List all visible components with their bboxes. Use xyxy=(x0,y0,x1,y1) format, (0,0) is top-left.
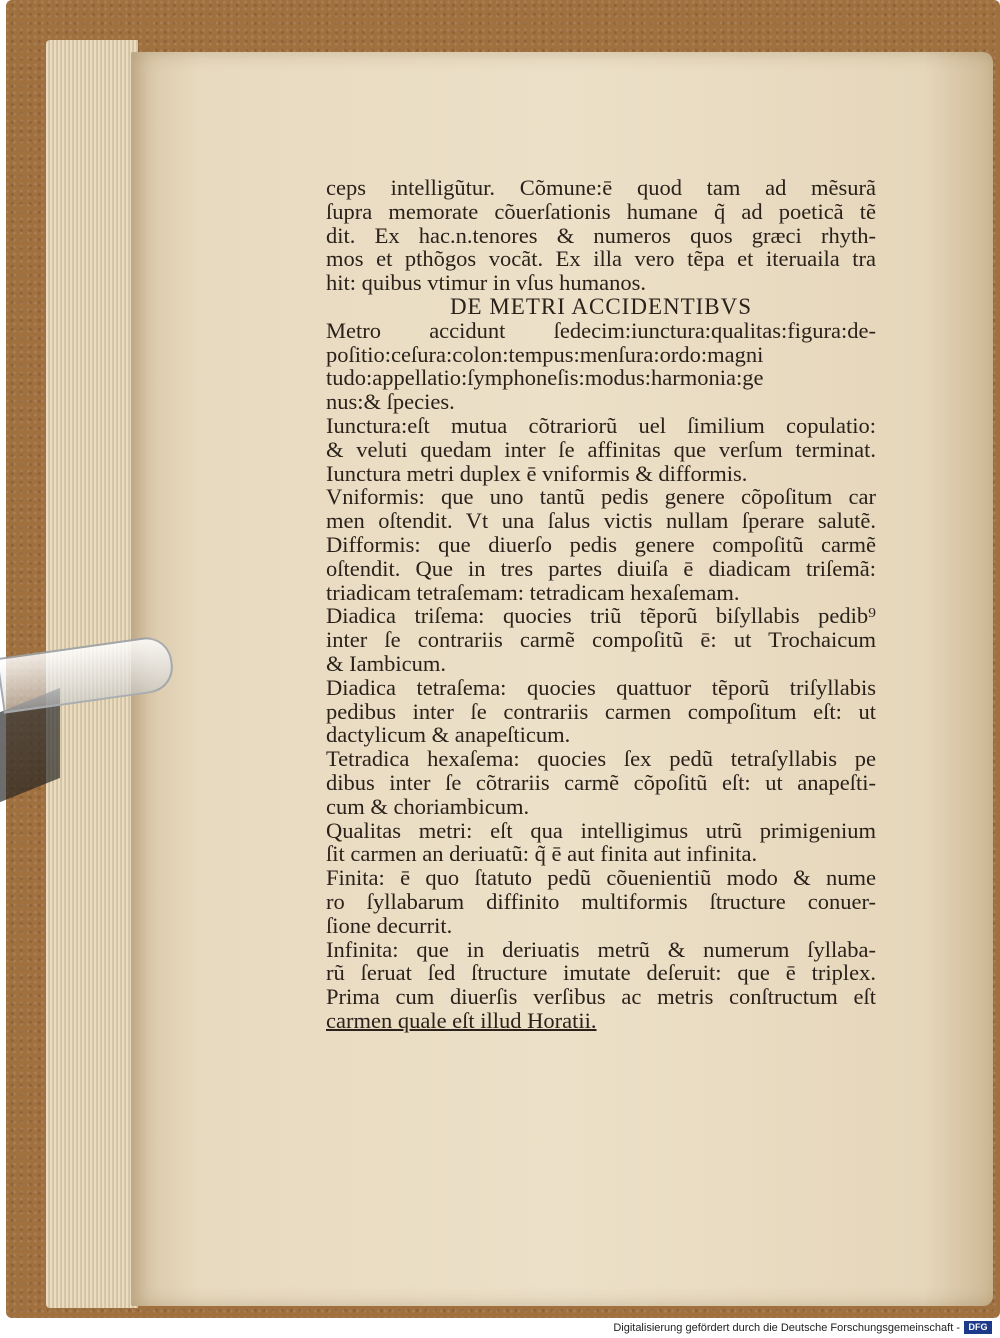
text-line: Iunctura:eſt mutua cõtrariorũ uel ſimilium copulatio: xyxy=(326,412,876,438)
text-line: Vniformis: que uno tantũ pedis genere cõpoſitum car xyxy=(326,484,876,510)
section-heading: DE METRI ACCIDENTIBVS xyxy=(449,293,753,319)
text-line: men oſtendit. Vt una ſalus victis nullam ſperare salutẽ. xyxy=(326,508,876,534)
text-line: Iunctura metri duplex ē vniformis & difformis. xyxy=(326,460,748,486)
text-line: dibus inter ſe cõtrariis carmẽ cõpoſitũ eſt: ut anapeſti- xyxy=(326,769,876,795)
text-line: Qualitas metri: eſt qua intelligimus utrũ primigenium xyxy=(326,817,876,843)
text-line: rũ ſeruat ſed ſtructure imutate deſeruit: que ē triplex. xyxy=(326,960,876,986)
text-line: Diadica tetraſema: quocies quattuor tẽporũ triſyllabis xyxy=(326,674,876,700)
text-line: Finita: ē quo ſtatuto pedũ cõuenientiũ modo & nume xyxy=(326,865,876,891)
text-line: poſitio:ceſura:colon:tempus:menſura:ordo:magni xyxy=(326,341,764,367)
text-line: ſupra memorate cõuerſationis humane q̃ ad poeticã tẽ xyxy=(326,198,876,224)
text-line: pedibus inter ſe contrariis carmen compoſitum eſt: ut xyxy=(326,698,876,724)
text-line: carmen quale eſt illud Horatii. xyxy=(326,1007,597,1033)
text-line: cum & choriambicum. xyxy=(326,793,530,819)
text-line: ſit carmen an deriuatũ: q̃ ē aut finita aut infinita. xyxy=(326,841,758,867)
text-block xyxy=(326,176,876,1033)
text-line: Tetradica hexaſema: quocies ſex pedũ tetraſyllabis pe xyxy=(326,746,876,772)
text-line: & veluti quedam inter ſe affinitas que verſum terminat. xyxy=(326,436,876,462)
text-line: Infinita: que in deriuatis metrũ & numerum ſyllaba- xyxy=(326,936,876,962)
text-line: & Iambicum. xyxy=(326,650,446,676)
text-line: Difformis: que diuerſo pedis genere compoſitũ carmẽ xyxy=(326,531,876,557)
text-line: hit: quibus vtimur in vſus humanos. xyxy=(326,270,647,296)
text-line: Diadica triſema: quocies triũ tẽporũ biſyllabis pedib⁹ xyxy=(326,603,876,629)
text-line: tudo:appellatio:ſymphoneſis:modus:harmonia:ge xyxy=(326,365,764,391)
dfg-logo: DFG xyxy=(964,1321,992,1334)
text-line: inter ſe contrariis carmẽ compoſitũ ē: ut Trochaicum xyxy=(326,627,876,653)
text-line: ro ſyllabarum diffinito multiformis ſtructure conuer- xyxy=(326,888,876,914)
text-line: Metro accidunt ſedecim:iunctura:qualitas:figura:de- xyxy=(326,317,876,343)
text-line: Prima cum diuerſis verſibus ac metris conſtructum eſt xyxy=(326,984,876,1010)
text-line: ceps intelligũtur. Cõmune:ē quod tam ad mẽsurã xyxy=(326,175,876,200)
text-line: mos et pthõgos vocãt. Ex illa vero tẽpa et iteruaila tra xyxy=(326,246,876,272)
text-line: triadicam tetraſemam: tetradicam hexaſemam. xyxy=(326,579,740,605)
funding-notice: Digitalisierung gefördert durch die Deutsche Forschungsgemeinschaft - xyxy=(613,1322,960,1334)
text-line: dactylicum & anapeſticum. xyxy=(326,722,571,748)
text-line: ſione decurrit. xyxy=(326,912,453,938)
text-line: oſtendit. Que in tres partes diuiſa ē diadicam triſemã: xyxy=(326,555,876,581)
text-line: nus:& ſpecies. xyxy=(326,389,455,415)
footer-bar xyxy=(0,1318,1000,1338)
text-line: dit. Ex hac.n.tenores & numeros quos græci rhyth- xyxy=(326,222,876,248)
